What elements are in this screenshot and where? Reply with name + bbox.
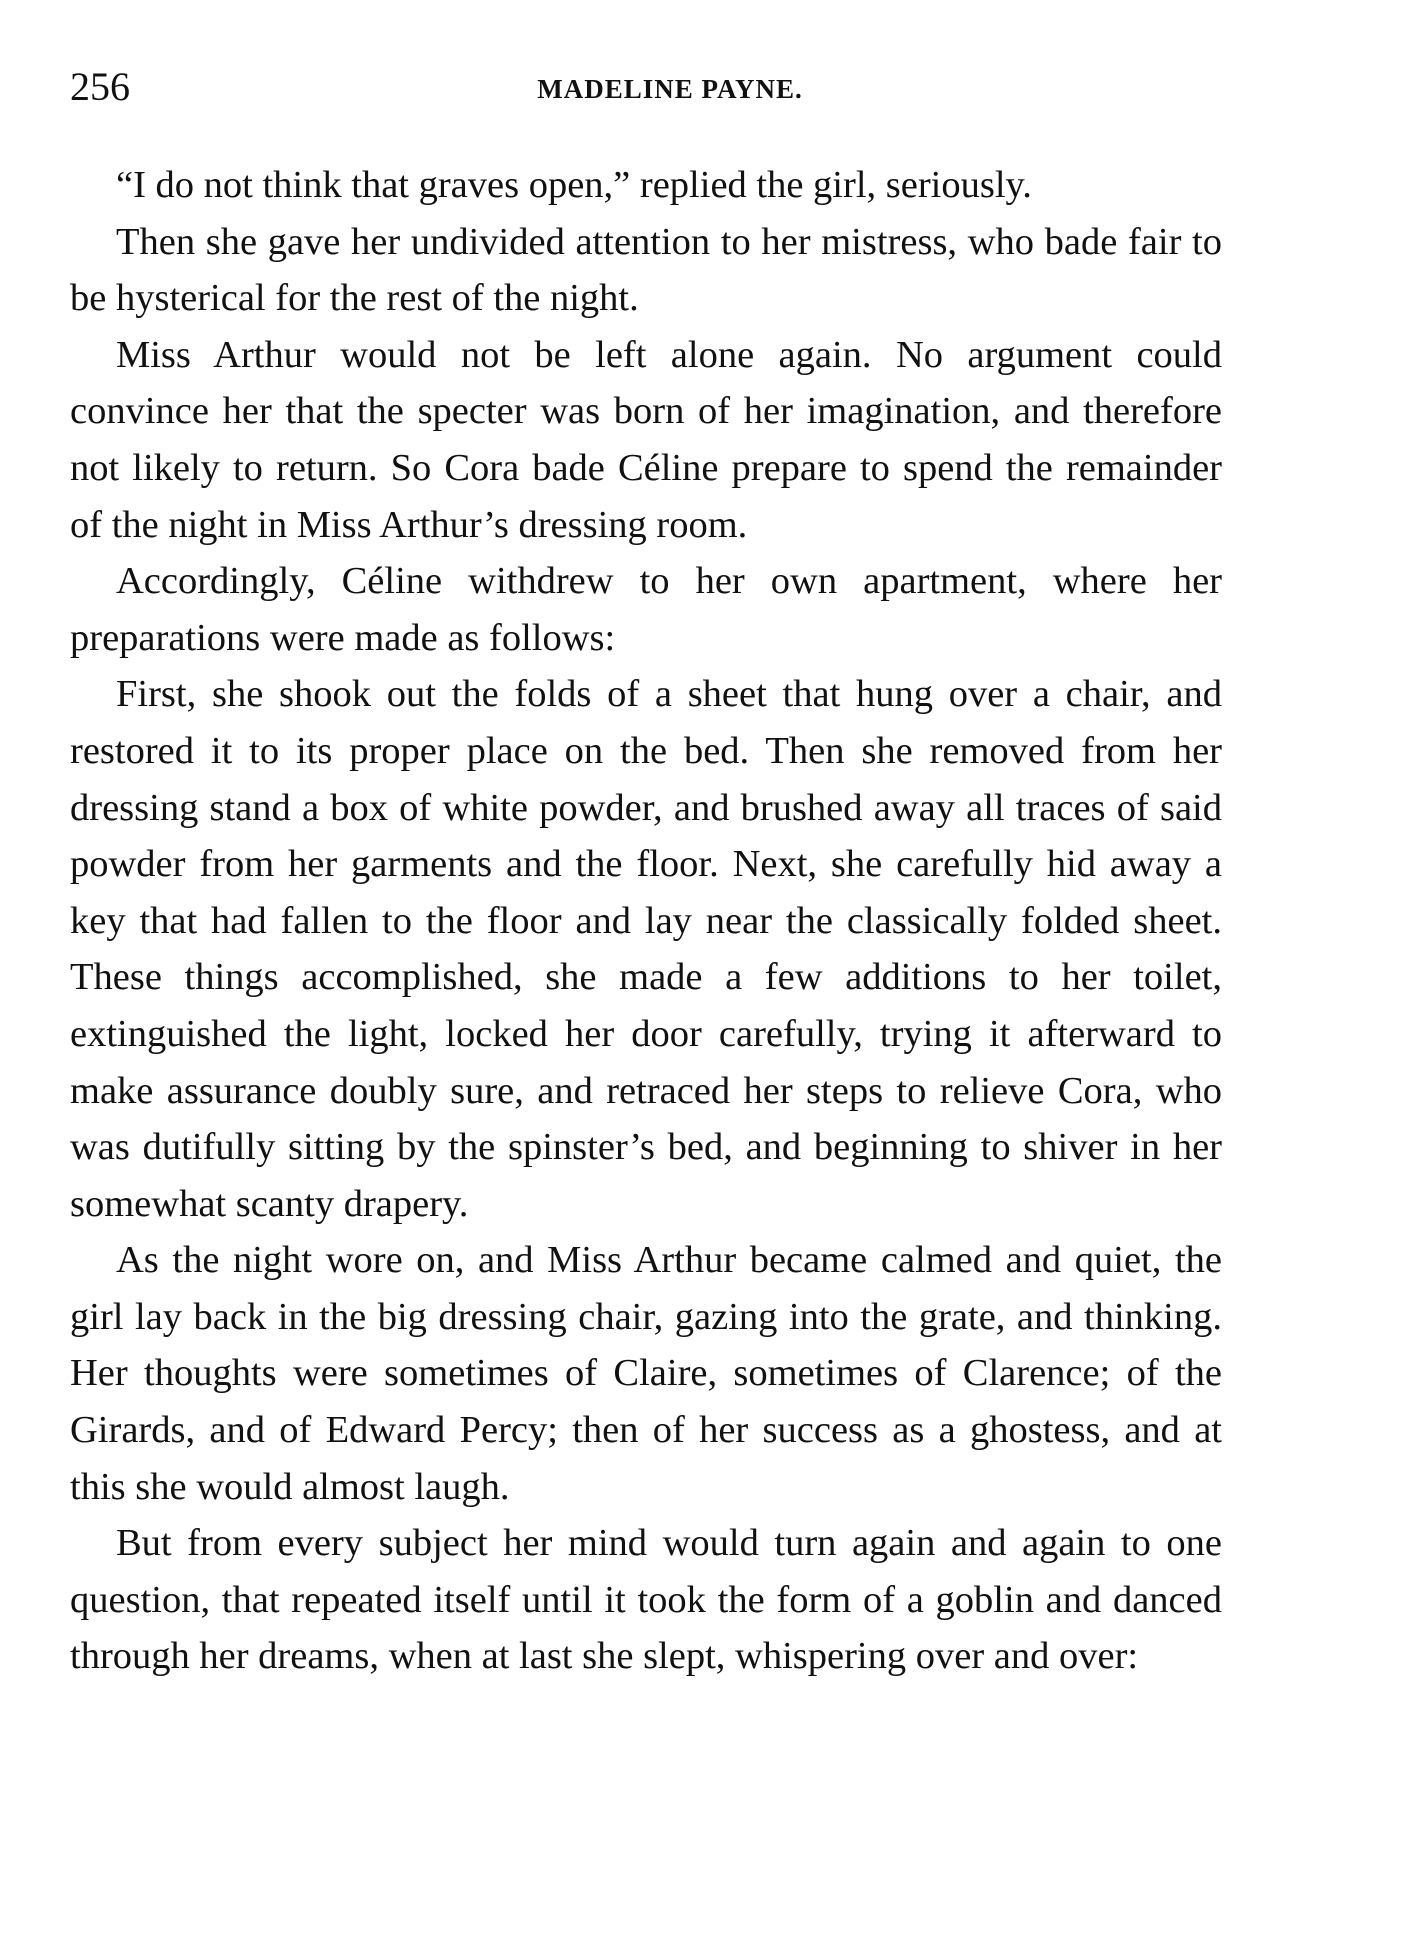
running-title: MADELINE PAYNE. <box>537 74 803 104</box>
page-number: 256 <box>70 64 130 109</box>
paragraph: Accordingly, Céline withdrew to her own apartment, where her preparations were made as follows: <box>70 560 1222 659</box>
body-text <box>70 157 1222 1685</box>
paragraph: “I do not think that graves open,” replied the girl, seriously. <box>116 164 1032 206</box>
page-header <box>70 62 1230 112</box>
paragraph: But from every subject her mind would turn again and again to one question, that repeated itself until it took the form of a goblin and danced through her dreams, when at last she slept, whispering over and over: <box>70 1522 1222 1678</box>
paragraph: Then she gave her undivided attention to her mistress, who bade fair to be hysterical for the rest of the night. <box>70 220 1222 320</box>
paragraph: First, she shook out the folds of a sheet that hung over a chair, and restored it to its proper place on the bed. Then she removed from her dressing stand a box of white powder, and brushed away all traces of said powder from her garments and the floor. Next, she carefully hid away a key that had fallen to the floor and lay near the classically folded sheet. These things accomplished, she made a few additions to her toilet, extinguished the light, locked her door carefully, trying it afterward to make assurance doubly sure, and retraced her steps to relieve Cora, who was dutifully sitting by the spinster’s bed, and beginning to shiver in her somewhat scanty drapery. <box>70 673 1222 1225</box>
paragraph: Miss Arthur would not be left alone again. No argument could convince her that the specter was born of her imagination, and therefore not likely to return. So Cora bade Céline prepare to spend the remainder of the night in Miss Arthur’s dressing room. <box>70 333 1222 546</box>
paragraph: As the night wore on, and Miss Arthur became calmed and quiet, the girl lay back in the big dressing chair, gazing into the grate, and thinking. Her thoughts were sometimes of Claire, sometimes of Clarence; of the Girards, and of Edward Percy; then of her success as a ghostess, and at this she would almost laugh. <box>70 1239 1222 1508</box>
